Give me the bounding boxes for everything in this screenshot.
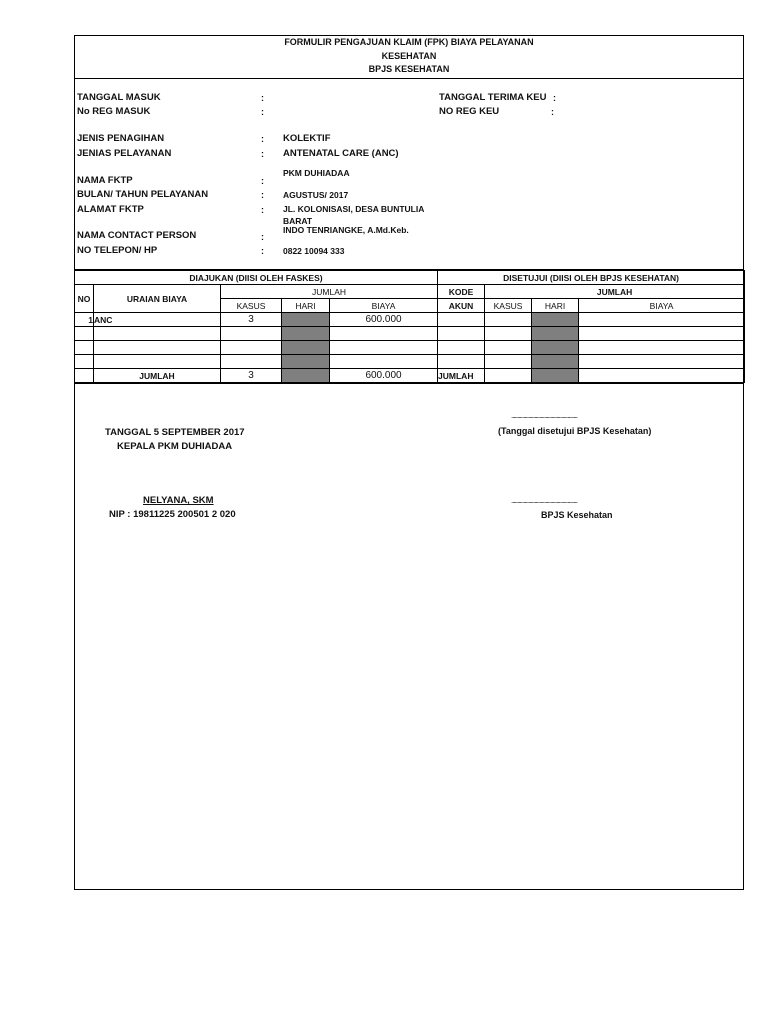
colon: : [551, 107, 554, 117]
divider [75, 269, 743, 270]
cell-kasus-bpjs [485, 313, 532, 327]
total-akun-label: JUMLAH [438, 369, 485, 383]
bpjs-signature-label: BPJS Kesehatan [541, 510, 613, 520]
label-no-reg-keu: NO REG KEU [439, 106, 500, 117]
label-tanggal-masuk: TANGGAL MASUK [77, 92, 161, 103]
label-nama-contact: NAMA CONTACT PERSON [77, 230, 197, 241]
label-alamat-fktp: ALAMAT FKTP [77, 204, 144, 215]
header-no: NO [75, 285, 94, 313]
bpjs-date-label: (Tanggal disetujui BPJS Kesehatan) [498, 426, 652, 436]
signature-nip: NIP : 19811225 200501 2 020 [109, 509, 236, 520]
table-row [75, 341, 745, 355]
cell-uraian: ANC [94, 313, 221, 327]
value-jenis-penagihan: KOLEKTIF [283, 133, 331, 144]
table-row [75, 355, 745, 369]
total-kasus: 3 [221, 369, 282, 383]
total-biaya: 600.000 [330, 369, 438, 383]
table-total-row [75, 369, 745, 383]
header-jumlah: JUMLAH [221, 285, 438, 299]
header-hari-bpjs: HARI [532, 299, 579, 313]
label-no-telepon: NO TELEPON/ HP [77, 245, 158, 256]
value-alamat-fktp-line-1: JL. KOLONISASI, DESA BUNTULIA [283, 204, 425, 214]
total-label: JUMLAH [94, 369, 221, 383]
dotted-line: ...................................................... [511, 496, 578, 505]
value-nama-contact: INDO TENRIANGKE, A.Md.Keb. [283, 225, 409, 235]
signature-name: NELYANA, SKM [143, 495, 214, 506]
table-row [75, 327, 745, 341]
cell-hari [282, 313, 330, 327]
header-uraian-biaya: URAIAN BIAYA [94, 285, 221, 313]
dotted-line: ...................................................... [511, 411, 578, 420]
value-bulan-tahun: AGUSTUS/ 2017 [283, 190, 349, 200]
header-kode: KODE [438, 285, 485, 299]
header-diajukan: DIAJUKAN (DIISI OLEH FASKES) [75, 271, 438, 285]
colon: : [261, 176, 264, 186]
header-kasus: KASUS [221, 299, 282, 313]
form-title-line-3: BPJS KESEHATAN [368, 64, 450, 74]
form-title-line-2: KESEHATAN [381, 51, 437, 61]
header-disetujui: DISETUJUI (DIISI OLEH BPJS KESEHATAN) [438, 271, 745, 285]
colon: : [261, 232, 264, 242]
form-title-line-1: FORMULIR PENGAJUAN KLAIM (FPK) BIAYA PELAYANAN [284, 37, 534, 47]
header-akun: AKUN [438, 299, 485, 313]
claim-table [74, 270, 745, 383]
colon: : [261, 246, 264, 256]
signature-date: TANGGAL 5 SEPTEMBER 2017 [105, 427, 245, 438]
header-biaya: BIAYA [330, 299, 438, 313]
colon: : [553, 93, 556, 103]
value-alamat-fktp-line-2: BARAT [283, 216, 313, 226]
header-jumlah-bpjs: JUMLAH [485, 285, 745, 299]
value-nama-fktp: PKM DUHIADAA [283, 168, 350, 178]
label-nama-fktp: NAMA FKTP [77, 175, 133, 186]
cell-biaya: 600.000 [330, 313, 438, 327]
value-jenias-pelayanan: ANTENATAL CARE (ANC) [283, 148, 399, 159]
form-header [75, 36, 743, 79]
value-no-telepon: 0822 10094 333 [283, 246, 345, 256]
header-hari: HARI [282, 299, 330, 313]
cell-hari-bpjs [532, 313, 579, 327]
cell-biaya-bpjs [579, 313, 745, 327]
claim-form [74, 35, 744, 890]
colon: : [261, 149, 264, 159]
table-row [75, 313, 745, 327]
divider [75, 383, 743, 384]
cell-no: 1 [75, 313, 94, 327]
colon: : [261, 190, 264, 200]
label-tanggal-terima-keu: TANGGAL TERIMA KEU [439, 92, 547, 103]
total-hari [282, 369, 330, 383]
colon: : [261, 107, 264, 117]
header-biaya-bpjs: BIAYA [579, 299, 745, 313]
label-jenis-penagihan: JENIS PENAGIHAN [77, 133, 165, 144]
colon: : [261, 93, 264, 103]
cell-akun [438, 313, 485, 327]
total-hari-bpjs [532, 369, 579, 383]
label-jenias-pelayanan: JENIAS PELAYANAN [77, 148, 172, 159]
label-no-reg-masuk: No REG MASUK [77, 106, 151, 117]
colon: : [261, 134, 264, 144]
colon: : [261, 205, 264, 215]
cell-kasus: 3 [221, 313, 282, 327]
signature-title: KEPALA PKM DUHIADAA [117, 441, 233, 452]
header-kasus-bpjs: KASUS [485, 299, 532, 313]
label-bulan-tahun: BULAN/ TAHUN PELAYANAN [77, 189, 209, 200]
